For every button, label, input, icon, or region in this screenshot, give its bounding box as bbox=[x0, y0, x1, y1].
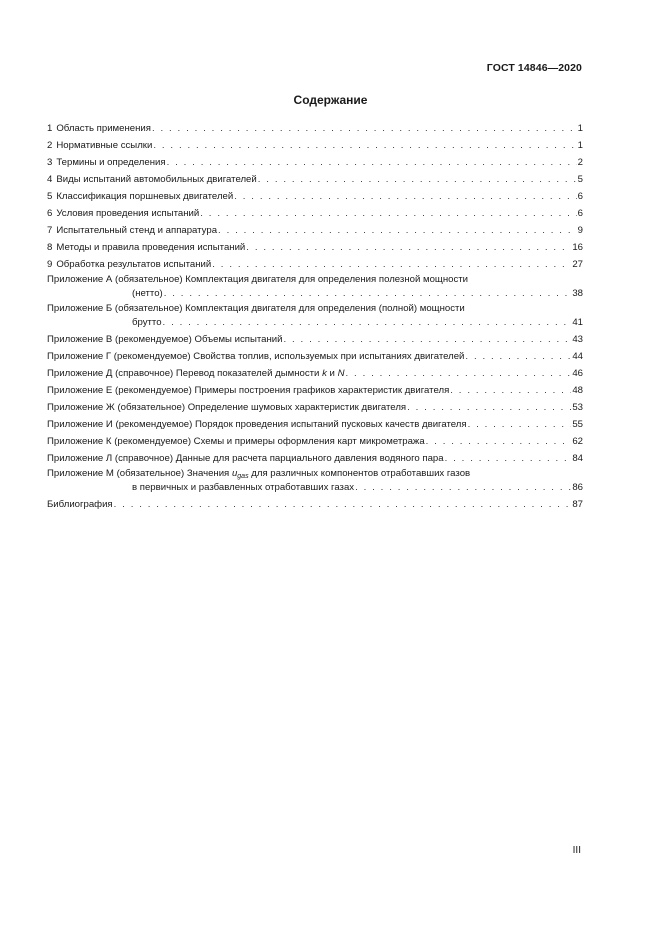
toc-entry-label-cont: (нетто) bbox=[132, 288, 163, 299]
toc-entry-page: 55 bbox=[572, 419, 583, 430]
toc-appendix-k[interactable] bbox=[47, 433, 583, 450]
toc-entry-9[interactable] bbox=[47, 256, 583, 273]
toc-entry-label-cont: брутто bbox=[132, 317, 162, 328]
toc-entry-label: 6 Условия проведения испытаний bbox=[47, 208, 200, 219]
toc-entry-label: Приложение Г (рекомендуемое) Свойства топлив, используемых при испытаниях двигателей bbox=[47, 351, 465, 362]
leader-dots bbox=[346, 365, 572, 382]
toc-entry-label: Приложение Д (справочное) Перевод показателей дымности k и N bbox=[47, 368, 345, 379]
toc-appendix-i[interactable] bbox=[47, 416, 583, 433]
toc-entry-page: 9 bbox=[577, 225, 583, 236]
toc-appendix-m[interactable] bbox=[47, 467, 583, 496]
leader-dots bbox=[153, 137, 576, 154]
toc-entry-page: 27 bbox=[572, 259, 583, 270]
toc-appendix-zh[interactable] bbox=[47, 399, 583, 416]
leader-dots bbox=[284, 331, 572, 348]
toc-entry-label: 5 Классификация поршневых двигателей bbox=[47, 191, 234, 202]
toc-entry-page: 53 bbox=[572, 402, 583, 413]
leader-dots bbox=[468, 416, 572, 433]
toc-entry-3[interactable] bbox=[47, 154, 583, 171]
toc-entry-label: 7 Испытательный стенд и аппаратура bbox=[47, 225, 218, 236]
toc-entry-7[interactable] bbox=[47, 222, 583, 239]
toc-entry-2[interactable] bbox=[47, 137, 583, 154]
page-number: III bbox=[572, 845, 581, 856]
toc-appendix-d[interactable] bbox=[47, 365, 583, 382]
leader-dots bbox=[465, 348, 571, 365]
toc-entry-label: Приложение И (рекомендуемое) Порядок проведения испытаний пусковых качеств двигателя bbox=[47, 419, 467, 430]
toc-entry-page: 46 bbox=[572, 368, 583, 379]
document-code: ГОСТ 14846—2020 bbox=[486, 62, 582, 74]
leader-dots bbox=[246, 239, 571, 256]
leader-dots bbox=[407, 399, 571, 416]
toc-entry-page: 86 bbox=[572, 482, 583, 493]
toc-entry-label: 1 Область применения bbox=[47, 123, 151, 134]
toc-appendix-v[interactable] bbox=[47, 331, 583, 348]
toc-entry-page: 87 bbox=[572, 499, 583, 510]
toc-entry-page: 44 bbox=[572, 351, 583, 362]
toc-appendix-e[interactable] bbox=[47, 382, 583, 399]
toc-entry-page: 62 bbox=[572, 436, 583, 447]
toc-bibliography[interactable] bbox=[47, 496, 583, 513]
toc-entry-page: 84 bbox=[572, 453, 583, 464]
toc-entry-label-cont: в первичных и разбавленных отработавших газах bbox=[132, 482, 355, 493]
toc-entry-label: Приложение М (обязательное) Значения $u_{gas}$ для различных компонентов отработавших газов bbox=[47, 468, 471, 480]
leader-dots bbox=[114, 496, 572, 513]
leader-dots bbox=[212, 256, 571, 273]
toc-entry-label: Приложение В (рекомендуемое) Объемы испытаний bbox=[47, 334, 283, 345]
toc-entry-page: 5 bbox=[577, 174, 583, 185]
toc-entry-label: 4 Виды испытаний автомобильных двигателей bbox=[47, 174, 257, 185]
leader-dots bbox=[218, 222, 577, 239]
toc-entry-label: Приложение Б (обязательное) Комплектация двигателя для определения (полной) мощности bbox=[47, 303, 465, 314]
toc-entry-1[interactable] bbox=[47, 120, 583, 137]
leader-dots bbox=[167, 154, 577, 171]
leader-dots bbox=[164, 285, 572, 302]
toc-entry-page: 38 bbox=[572, 288, 583, 299]
leader-dots bbox=[163, 314, 572, 331]
leader-dots bbox=[450, 382, 571, 399]
toc-entry-page: 6 bbox=[577, 191, 583, 202]
toc-appendix-l[interactable] bbox=[47, 450, 583, 467]
toc-entry-label: Приложение А (обязательное) Комплектация двигателя для определения полезной мощности bbox=[47, 274, 468, 285]
leader-dots bbox=[445, 450, 572, 467]
toc-entry-page: 1 bbox=[577, 123, 583, 134]
toc-entry-label: 9 Обработка результатов испытаний bbox=[47, 259, 212, 270]
toc-entry-page: 43 bbox=[572, 334, 583, 345]
table-of-contents bbox=[47, 120, 583, 513]
leader-dots bbox=[234, 188, 576, 205]
toc-entry-label: 3 Термины и определения bbox=[47, 157, 166, 168]
toc-appendix-g[interactable] bbox=[47, 348, 583, 365]
leader-dots bbox=[200, 205, 576, 222]
leader-dots bbox=[152, 120, 577, 137]
toc-entry-page: 16 bbox=[572, 242, 583, 253]
toc-entry-page: 48 bbox=[572, 385, 583, 396]
toc-entry-label: Приложение Л (справочное) Данные для расчета парциального давления водяного пара bbox=[47, 453, 444, 464]
toc-appendix-b[interactable] bbox=[47, 302, 583, 331]
toc-entry-5[interactable] bbox=[47, 188, 583, 205]
toc-entry-label: Библиография bbox=[47, 499, 113, 510]
toc-entry-page: 41 bbox=[572, 317, 583, 328]
toc-entry-page: 2 bbox=[577, 157, 583, 168]
toc-entry-label: 2 Нормативные ссылки bbox=[47, 140, 153, 151]
toc-entry-label: Приложение Ж (обязательное) Определение шумовых характеристик двигателя bbox=[47, 402, 407, 413]
leader-dots bbox=[355, 479, 571, 496]
toc-entry-8[interactable] bbox=[47, 239, 583, 256]
toc-entry-page: 1 bbox=[577, 140, 583, 151]
page-title: Содержание bbox=[293, 93, 368, 107]
toc-appendix-a[interactable] bbox=[47, 273, 583, 302]
toc-entry-4[interactable] bbox=[47, 171, 583, 188]
toc-entry-6[interactable] bbox=[47, 205, 583, 222]
leader-dots bbox=[258, 171, 577, 188]
leader-dots bbox=[426, 433, 572, 450]
toc-entry-label: 8 Методы и правила проведения испытаний bbox=[47, 242, 246, 253]
toc-entry-label: Приложение К (рекомендуемое) Схемы и примеры оформления карт микрометража bbox=[47, 436, 425, 447]
toc-entry-label: Приложение Е (рекомендуемое) Примеры построения графиков характеристик двигателя bbox=[47, 385, 450, 396]
toc-entry-page: 6 bbox=[577, 208, 583, 219]
